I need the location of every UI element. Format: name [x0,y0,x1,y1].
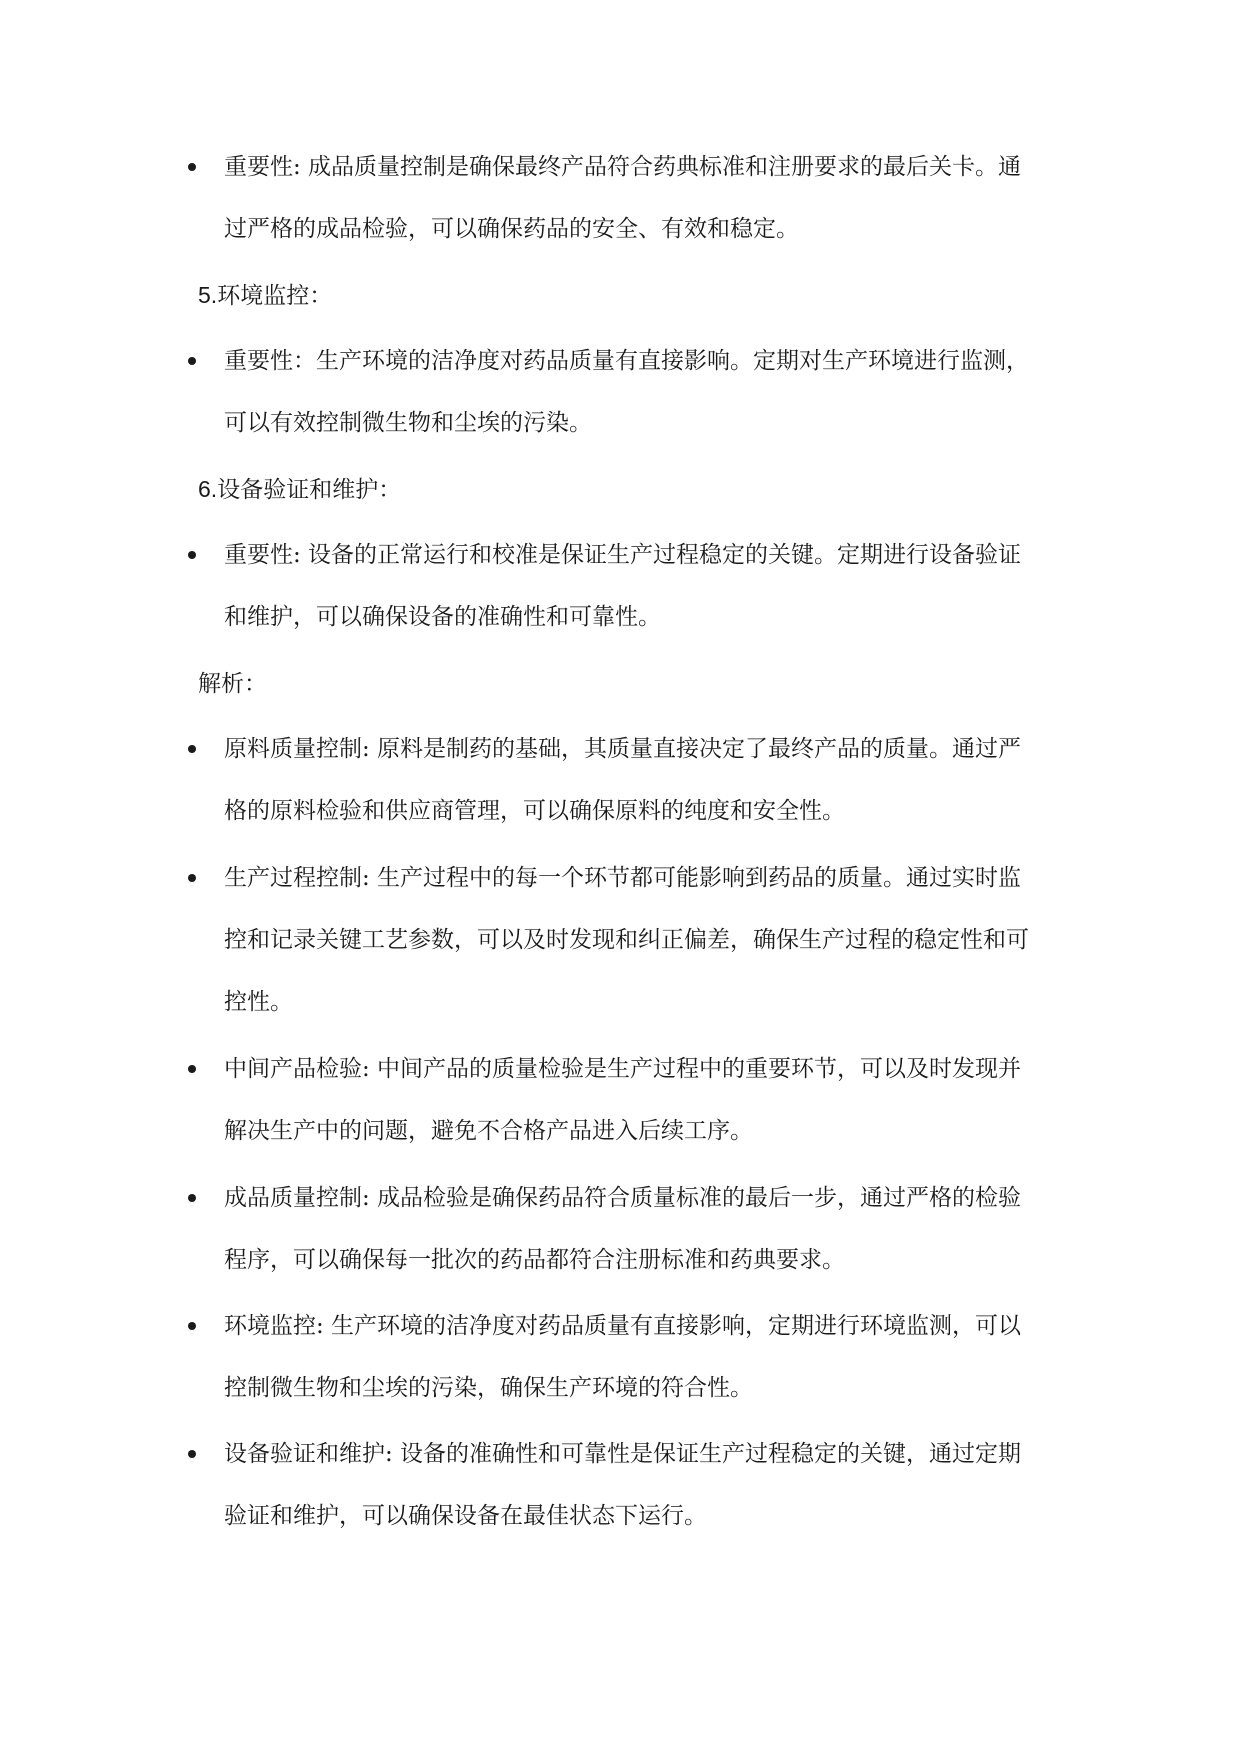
paragraph-line: 验证和维护，可以确保设备在最佳状态下运行。 [224,1503,707,1529]
bullet-icon [188,163,196,171]
paragraph-line: 可以有效控制微生物和尘埃的污染。 [224,410,592,436]
paragraph-line: 和维护，可以确保设备的准确性和可靠性。 [224,604,661,630]
bullet-icon [188,1450,196,1458]
paragraph-line: 控性。 [224,989,293,1015]
bullet-icon [188,357,196,365]
paragraph-line: 原料质量控制: 原料是制药的基础，其质量直接决定了最终产品的质量。通过严 [224,736,1022,762]
paragraph-line: 重要性：生产环境的洁净度对药品质量有直接影响。定期对生产环境进行监测， [224,348,1029,374]
paragraph-line: 成品质量控制: 成品检验是确保药品符合质量标准的最后一步，通过严格的检验 [224,1185,1022,1211]
paragraph-line: 控制微生物和尘埃的污染，确保生产环境的符合性。 [224,1375,753,1401]
bullet-icon [188,1065,196,1073]
section-number: 5. [198,282,218,308]
paragraph-line: 程序，可以确保每一批次的药品都符合注册标准和药典要求。 [224,1247,845,1273]
section-heading [198,668,267,699]
paragraph-line: 重要性: 成品质量控制是确保最终产品符合药典标准和注册要求的最后关卡。通 [224,154,1022,180]
paragraph-line: 环境监控: 生产环境的洁净度对药品质量有直接影响，定期进行环境监测，可以 [224,1313,1022,1339]
bullet-icon [188,1322,196,1330]
section-title: 设备验证和维护： [217,477,402,503]
paragraph-line: 解决生产中的问题，避免不合格产品进入后续工序。 [224,1118,753,1144]
paragraph-line: 中间产品检验: 中间产品的质量检验是生产过程中的重要环节，可以及时发现并 [224,1056,1022,1082]
paragraph-line: 控和记录关键工艺参数，可以及时发现和纠正偏差，确保生产过程的稳定性和可 [224,927,1029,953]
section-title: 环境监控： [217,283,333,309]
paragraph-line: 重要性: 设备的正常运行和校准是保证生产过程稳定的关键。定期进行设备验证 [224,542,1022,568]
section-title: 解析： [198,671,267,697]
paragraph-line: 格的原料检验和供应商管理，可以确保原料的纯度和安全性。 [224,798,845,824]
bullet-icon [188,551,196,559]
paragraph-line: 过严格的成品检验，可以确保药品的安全、有效和稳定。 [224,216,799,242]
section-heading [198,474,401,505]
section-heading [198,280,332,311]
bullet-icon [188,745,196,753]
bullet-icon [188,1194,196,1202]
bullet-icon [188,874,196,882]
section-number: 6. [198,476,218,502]
paragraph-line: 生产过程控制: 生产过程中的每一个环节都可能影响到药品的质量。通过实时监 [224,865,1022,891]
paragraph-line: 设备验证和维护: 设备的准确性和可靠性是保证生产过程稳定的关键，通过定期 [224,1441,1022,1467]
